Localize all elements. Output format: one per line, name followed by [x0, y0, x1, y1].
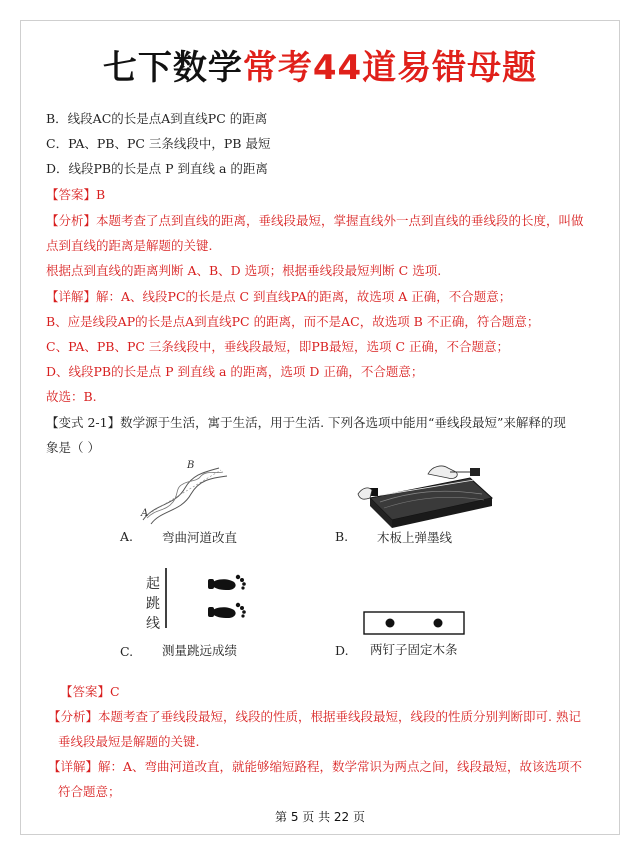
nail-icon [434, 619, 443, 628]
answer-2-line: 【答案】C [60, 684, 120, 699]
title-part-black: 七下数学 [102, 48, 243, 88]
title-part-red: 常考44道易错母题 [242, 48, 538, 88]
nail-icon [386, 619, 395, 628]
analysis-line-2: 点到直线的距离是解题的关键. [46, 238, 213, 253]
nailed-strip-figure [360, 608, 470, 638]
option-a-caption: 弯曲河道改直 [162, 530, 238, 545]
analysis-line-1: 【分析】本题考查了点到直线的距离，垂线段最短，掌握直线外一点到直线的垂线段的长度，叫做 [46, 213, 584, 228]
option-d-line: D．线段PB的长是点 P 到直线 a 的距离 [46, 161, 268, 176]
option-b-caption: 木板上弹墨线 [377, 530, 453, 545]
detail-line-2: B、应是线段AP的长是点A到直线PC 的距离，而不是AC，故选项 B 不正确，符合题意； [46, 314, 540, 329]
detail-2-line-2: 符合题意； [58, 784, 121, 799]
detail-line-3: C、PA、PB、PC 三条线段中，垂线段最短，即PB最短，选项 C 正确，不合题意； [46, 339, 510, 354]
takeoff-line-label [146, 574, 162, 634]
detail-line-1: 【详解】解：A、线段PC的长是点 C 到直线PA的距离，故选项 A 正确，不合题意； [46, 289, 512, 304]
answer-line: 【答案】B [46, 187, 106, 202]
takeoff-char-1: 起 [146, 576, 160, 592]
page-title [0, 40, 640, 89]
takeoff-char-3: 线 [146, 616, 160, 632]
detail-line-4: D、线段PB的长是点 P 到直线 a 的距离，选项 D 正确，不合题意； [46, 364, 424, 379]
footprint-icon [208, 575, 246, 590]
river-sketch-figure [135, 458, 235, 528]
point-b-label: B [187, 460, 195, 471]
takeoff-char-2: 跳 [146, 596, 160, 612]
board-chalk-line-figure [350, 458, 500, 528]
analysis-2-line-2: 垂线段最短是解题的关键. [58, 734, 200, 749]
detail-2-line-1: 【详解】解：A、弯曲河道改直，就能够缩短路程，数学常识为两点之间，线段最短，故该选项不 [48, 759, 583, 774]
option-c-caption: 测量跳远成绩 [162, 643, 238, 658]
option-d-letter: D. [335, 643, 349, 658]
conclusion-line: 故选：B. [46, 389, 97, 404]
option-b-line: B．线段AC的长是点A到直线PC 的距离 [46, 111, 268, 126]
option-a-letter: A. [120, 529, 134, 544]
variant-question-line-1: 【变式 2-1】数学源于生活，寓于生活，用于生活. 下列各选项中能用“垂线段最短”来解释的现 [46, 415, 566, 430]
variant-question-line-2: 象是（ ） [46, 440, 100, 455]
footprint-icon [208, 603, 246, 618]
page-footer: 第 5 页 共 22 页 [275, 810, 365, 824]
option-d-caption: 两钉子固定木条 [370, 642, 458, 657]
option-c-line: C．PA、PB、PC 三条线段中，PB 最短 [46, 136, 271, 151]
point-a-label: A [141, 508, 149, 519]
analysis-2-line-1: 【分析】本题考查了垂线段最短，线段的性质，根据垂线段最短，线段的性质分别判断即可. 熟记 [48, 709, 581, 724]
analysis-line-3: 根据点到直线的距离判断 A、B、D 选项；根据垂线段最短判断 C 选项. [46, 263, 442, 278]
option-c-letter: C. [120, 644, 134, 659]
footprints-figure [162, 566, 252, 636]
option-b-letter: B. [335, 529, 349, 544]
